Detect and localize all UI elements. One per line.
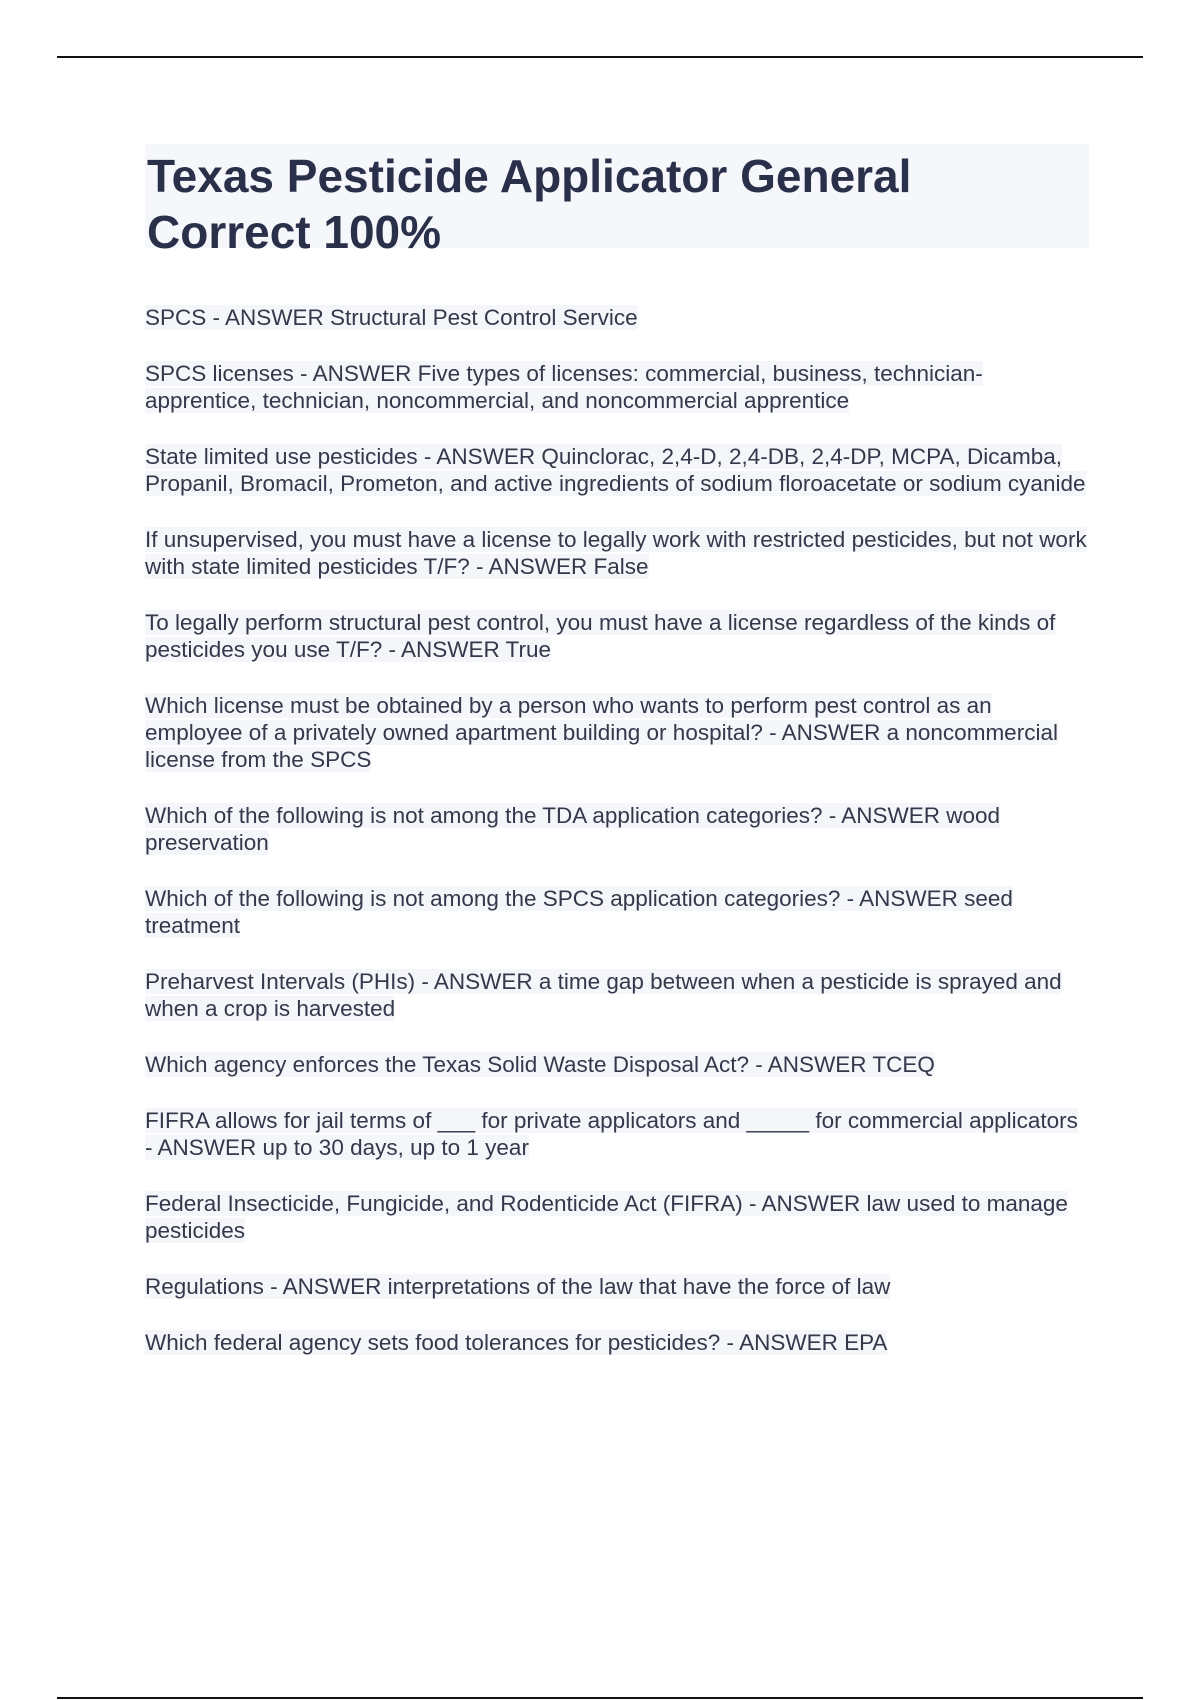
qa-text: FIFRA allows for jail terms of ___ for private applicators and _____ for commercial applicators - ANSWER up to 30 days, up to 1 year xyxy=(145,1108,1078,1160)
qa-item xyxy=(145,609,1089,663)
qa-text: SPCS - ANSWER Structural Pest Control Service xyxy=(145,305,638,330)
qa-text: SPCS licenses - ANSWER Five types of licenses: commercial, business, technician-apprentice, technician, noncommercial, and noncommercial apprentice xyxy=(145,361,983,413)
qa-item xyxy=(145,1190,1089,1244)
qa-text: State limited use pesticides - ANSWER Quinclorac, 2,4-D, 2,4-DB, 2,4-DP, MCPA, Dicamba, Propanil, Bromacil, Prometon, and active ingredients of sodium floroacetate or sodium cyanide xyxy=(145,444,1086,496)
qa-text: Which federal agency sets food tolerances for pesticides? - ANSWER EPA xyxy=(145,1330,888,1355)
qa-item xyxy=(145,526,1089,580)
qa-item xyxy=(145,802,1089,856)
qa-item xyxy=(145,968,1089,1022)
qa-text: Which of the following is not among the SPCS application categories? - ANSWER seed treatment xyxy=(145,886,1013,938)
qa-list xyxy=(145,304,1089,1356)
qa-item xyxy=(145,443,1089,497)
qa-item xyxy=(145,1273,1089,1300)
top-divider xyxy=(57,56,1143,58)
qa-text: If unsupervised, you must have a license to legally work with restricted pesticides, but not work with state limited pesticides T/F? - ANSWER False xyxy=(145,527,1087,579)
qa-text: Which of the following is not among the TDA application categories? - ANSWER wood preservation xyxy=(145,803,1001,855)
document-body xyxy=(145,144,1089,1385)
title-block xyxy=(145,144,1089,258)
qa-item xyxy=(145,1329,1089,1356)
qa-item xyxy=(145,360,1089,414)
document-title: Texas Pesticide Applicator General Correct 100% xyxy=(147,150,912,258)
qa-item xyxy=(145,1051,1089,1078)
qa-item xyxy=(145,1107,1089,1161)
qa-text: Regulations - ANSWER interpretations of the law that have the force of law xyxy=(145,1274,891,1299)
qa-item xyxy=(145,885,1089,939)
qa-text: Which agency enforces the Texas Solid Waste Disposal Act? - ANSWER TCEQ xyxy=(145,1052,935,1077)
qa-item xyxy=(145,692,1089,773)
qa-text: To legally perform structural pest control, you must have a license regardless of the kinds of pesticides you use T/F? - ANSWER True xyxy=(145,610,1056,662)
qa-text: Federal Insecticide, Fungicide, and Rodenticide Act (FIFRA) - ANSWER law used to manage pesticides xyxy=(145,1191,1068,1243)
qa-text: Preharvest Intervals (PHIs) - ANSWER a time gap between when a pesticide is sprayed and when a crop is harvested xyxy=(145,969,1062,1021)
qa-text: Which license must be obtained by a person who wants to perform pest control as an employee of a privately owned apartment building or hospital? - ANSWER a noncommercial license from the SPCS xyxy=(145,693,1058,772)
bottom-divider xyxy=(57,1697,1143,1699)
qa-item xyxy=(145,304,1089,331)
